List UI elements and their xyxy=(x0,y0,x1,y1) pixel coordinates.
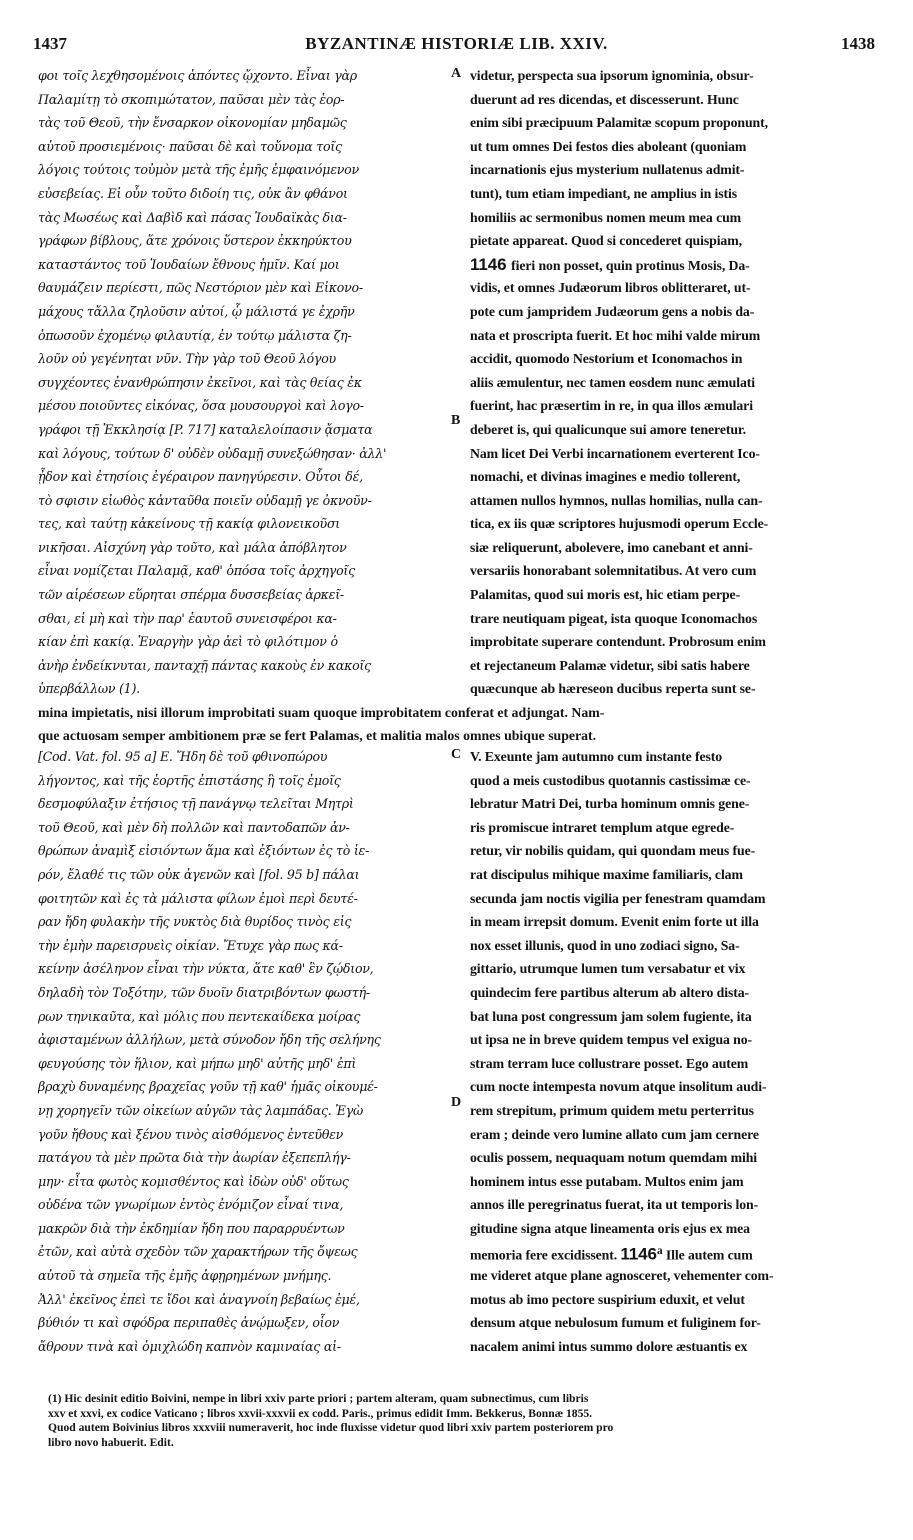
migne-page-number: 1146 xyxy=(470,254,512,274)
margin-letter-b: B xyxy=(451,413,461,428)
greek-text-line: Ἀλλ' ἐκεῖνος ἐπεὶ τε ἴδοι καὶ ἀναγνοίη βεβαίως ἐμέ, xyxy=(38,1291,360,1307)
greek-text-line: συγχέοντες ἐνανθρώπησιν ἐκεῖνοι, καὶ τὰς θείας ἐκ xyxy=(38,374,362,390)
greek-text-line: εὐσεβείας. Εἰ οὖν τοῦτο διδοίη τις, οὐκ ἂν φθάνοι xyxy=(38,185,348,201)
latin-text-line: ut tum omnes Dei festos dies aboleant (quoniam xyxy=(470,138,747,154)
latin-text-line: rat discipulus mihique maxime familiaris, clam xyxy=(470,866,743,882)
latin-text-line: ut ipsa ne in breve quidem tempus vel exigua no- xyxy=(470,1032,753,1048)
greek-text-line: κίαν ἐπὶ κακίᾳ. Ἐναργὴν γὰρ ἀεὶ τὸ φιλότιμον ὁ xyxy=(38,634,338,650)
greek-text-line: θαυμάζειν περίεστι, πῶς Νεστόριον μὲν καὶ Εἰκονο- xyxy=(38,280,363,296)
latin-text-fragment: fieri non posset, quin protinus Mosis, Da- xyxy=(511,257,750,273)
running-title: BYZANTINÆ HISTORIÆ LIB. XXIV. xyxy=(305,34,608,53)
greek-text-line: φευγούσης τὸν ἥλιον, καὶ μήπω μηδ' αὐτῆς μηδ' ἐπὶ xyxy=(38,1055,357,1071)
greek-text-line: μέσου ποιοῦντες εἰκόνας, ὅσα μουσουργοὶ καὶ λογο- xyxy=(38,398,364,414)
greek-text-line: καὶ λόγους, τούτων δ' οὐδὲν οὐδαμῇ συνεξώθησαν· ἀλλ' xyxy=(38,445,387,461)
greek-text-line: ρόν, ἔλαθέ τις τῶν οὐκ ἀγενῶν καὶ [fol. 95 b] πάλαι xyxy=(38,866,360,882)
greek-text-line: θρώπων ἀναμὶξ εἰσιόντων ἅμα καὶ ἐξιόντων ἐς τὸ ἱε- xyxy=(38,843,370,859)
greek-column-lower xyxy=(38,745,448,1358)
page-number-suffix: a xyxy=(656,1245,663,1258)
latin-text-line: nomachi, et divinas imagines e medio tollerent, xyxy=(470,469,741,485)
latin-text-line: Palamitas, quod sui moris est, hic etiam perpe- xyxy=(470,587,741,603)
margin-letter-d: D xyxy=(451,1095,462,1110)
latin-text-line: vidis, et omnes Judæorum libros oblitteraret, ut- xyxy=(470,280,751,296)
latin-text-line: pote cum jampridem Judæorum gens a nobis da- xyxy=(470,303,755,319)
greek-text-line: μακρῶν διὰ τὴν ἐκδημίαν ἤδη που παραρρυέντων xyxy=(38,1220,345,1236)
latin-text-line: que actuosam semper ambitionem præ se fert Palamas, et malitia malos omnes ubique superat. xyxy=(38,728,597,744)
greek-text-line: μην· εἶτα φωτὸς κομισθέντος καὶ ἰδὼν οὐδ' οὕτως xyxy=(38,1173,349,1189)
page-number-left: 1437 xyxy=(33,34,67,53)
greek-text-line: λόγοις τούτοις τοὐμὸν μετὰ τῆς ἐμῆς ἐμφαινόμενον xyxy=(38,162,359,178)
latin-text-line: Nam licet Dei Verbi incarnationem everterent Ico- xyxy=(470,445,760,461)
latin-text-line: trare neutiquam pigeat, ista quoque Iconomachos xyxy=(470,610,758,626)
greek-text-line: ἀνὴρ ἐνδείκνυται, πανταχῇ πάντας κακοὺς ἐν κακοῖς xyxy=(38,657,371,673)
latin-text-line: gittario, utrumque lumen tum versabatur et vix xyxy=(470,961,746,977)
footnote xyxy=(48,1392,868,1450)
latin-text-line: homiliis ac sermonibus nomen meum mea cum xyxy=(470,209,742,225)
latin-text-line: tunt), tum etiam impediant, ne amplius in istis xyxy=(470,185,738,201)
latin-text-line: densum atque nebulosum fumum et fuliginem for- xyxy=(470,1315,761,1331)
latin-text-line: hominem intus esse putabam. Multos enim jam xyxy=(470,1173,744,1189)
greek-text-line: ὑπερβάλλων (1). xyxy=(38,681,140,697)
greek-text-line: κείνην ἀσέληνον εἶναι τὴν νύκτα, ἅτε καθ' ἓν ζῴδιον, xyxy=(38,961,374,977)
latin-text-line: deberet is, qui qualicunque sui amore teneretur. xyxy=(470,421,747,437)
greek-text-line: νικῆσαι. Αἰσχύνη γὰρ τοῦτο, καὶ μάλα ἀπόβλητον xyxy=(38,539,347,555)
latin-text-line: rem strepitum, primum quidem metu perterritus xyxy=(470,1102,754,1118)
greek-text-line: μάχους τἄλλα ζηλοῦσιν αὐτοί, ᾧ μάλιστά γε ἐχρῆν xyxy=(38,303,355,319)
greek-text-line: σθαι, εἰ μὴ καὶ τὴν παρ' ἑαυτοῦ συνεισφέροι κα- xyxy=(38,610,337,626)
latin-text-line: motus ab imo pectore suspirium eduxit, et velut xyxy=(470,1291,745,1307)
greek-text-line: τοῦ Θεοῦ, καὶ μὲν δὴ πολλῶν καὶ παντοδαπῶν ἀν- xyxy=(38,819,350,835)
greek-text-line: ἄθρουν τινὰ καὶ ὁμιχλώδη καπνὸν καμιναίας αἰ- xyxy=(38,1338,341,1354)
latin-text-line: lebratur Matri Dei, turba hominum omnis gene- xyxy=(470,796,750,812)
latin-text-line: gitudine signa atque lineamenta oris ejus ex mea xyxy=(470,1220,750,1236)
greek-text-line: βύθιόν τι καὶ σφόδρα περιπαθὲς ἀνῴμωξεν, οἷον xyxy=(38,1315,340,1331)
greek-text-line: αὐτοῦ τὰ σημεῖα τῆς ἐμῆς ἀφῃρημένων μνήμης. xyxy=(38,1268,332,1284)
greek-text-line: τὰς τοῦ Θεοῦ, τὴν ἔνσαρκον οἰκονομίαν μηδαμῶς xyxy=(38,115,347,131)
footnote-line: Quod autem Boivinius libros xxxviii numeraverit, hoc inde fluxisse videtur quod libri xxiv partem posteriorem pro xyxy=(48,1421,614,1435)
greek-text-line: δηλαδὴ τὸν Τοξότην, τῶν δυοῖν διατριβόντων φωστή- xyxy=(38,984,370,1000)
greek-text-line: ραν ἤδη φυλακὴν τῆς νυκτὸς διὰ θυρίδος τινὸς εἰς xyxy=(38,914,352,930)
greek-column-upper xyxy=(38,64,448,701)
greek-text-line: τὰς Μωσέως καὶ Δαβὶδ καὶ πάσας Ἰουδαϊκὰς δια- xyxy=(38,209,347,225)
latin-text-line: aliis æmulentur, nec tamen eosdem nunc æmulati xyxy=(470,374,756,390)
footnote-line: xxv et xxvi, ex codice Vaticano ; libros xxvii-xxxvii ex codd. Paris., primus edidit Imm. Bekkerus, Bonnæ 1855. xyxy=(48,1406,593,1420)
greek-text-line: ᾖδον καὶ ἐτησίοις ἐγέραιρον πανηγύρεσιν. Οὗτοι δέ, xyxy=(38,469,363,485)
footnote-line: libro novo habuerit. Edit. xyxy=(48,1435,174,1449)
latin-text-line: attamen nullos hymnos, nullas homilias, nulla can- xyxy=(470,492,763,508)
latin-text-line: stram terram luce collustrare posset. Ego autem xyxy=(470,1055,749,1071)
full-width-latin xyxy=(38,701,874,747)
greek-text-line: [Cod. Vat. fol. 95 a] Ε. Ἤδη δὲ τοῦ φθινοπώρου xyxy=(38,749,328,764)
greek-text-line: τῶν αἱρέσεων εὕρηται σπέρμα δυσσεβείας ἀρκεῖ- xyxy=(38,587,344,603)
latin-text-line: siæ reliquerunt, abolevere, imo canebant et anni- xyxy=(470,539,753,555)
greek-text-line: τες, καὶ ταύτῃ κἀκείνους τῇ κακίᾳ φιλονεικοῦσι xyxy=(38,516,340,532)
latin-text-line: accidit, quomodo Nestorium et Iconomachos in xyxy=(470,351,743,367)
greek-text-line: φοι τοῖς λεχθησομένοις ἀπόντες ᾤχοντο. Εἶναι γὰρ xyxy=(38,68,357,83)
greek-text-line: πατάγου τὰ μὲν πρῶτα διὰ τὴν ἀωρίαν ἐξεπεπλήγ- xyxy=(38,1150,351,1166)
latin-column-upper xyxy=(470,64,880,701)
latin-text-line: annos ille peregrinatus fuerat, ita ut temporis lon- xyxy=(470,1197,759,1213)
greek-text-line: βραχὺ δυναμένης βραχεῖας γοῦν τῇ καθ' ἡμᾶς οἰκουμέ- xyxy=(38,1079,378,1095)
latin-text-line: secunda jam noctis vigilia per fenestram quamdam xyxy=(470,890,766,906)
latin-text-line: in meam irrepsit domum. Evenit enim forte ut illa xyxy=(470,914,759,930)
margin-letter-c: C xyxy=(451,747,462,762)
latin-text-line: nata et proscripta fuerit. Et hoc mihi valde mirum xyxy=(470,327,761,343)
greek-text-line: ἐτῶν, καὶ αὐτὰ σχεδὸν τῶν χαρακτήρων τῆς ὄψεως xyxy=(38,1244,358,1260)
greek-text-line: ἀφισταμένων ἀλλήλων, μετὰ σύνοδον ἤδη τῆς σελήνης xyxy=(38,1032,381,1048)
migne-page-number: 1146 xyxy=(620,1245,657,1265)
latin-text-line: bat luna post congressum jam solem fugiente, ita xyxy=(470,1008,752,1024)
latin-text-line: V. Exeunte jam autumno cum instante festo xyxy=(470,749,723,764)
latin-text-line: nox esset illunis, quod in uno zodiaci signo, Sa- xyxy=(470,937,740,953)
latin-text-line: quod a meis custodibus quotannis castissimæ ce- xyxy=(470,772,751,788)
latin-text-line: retur, vir nobilis quidam, qui quondam meus fue- xyxy=(470,843,756,859)
greek-text-line: οὐδένα τῶν γνωρίμων ἐντὸς ἐνόμιζον εἶναί τινα, xyxy=(38,1197,344,1213)
latin-text-line: incarnationis ejus mysterium nullatenus admit- xyxy=(470,162,745,178)
greek-text-line: λήγοντος, καὶ τῆς ἑορτῆς ἐπιστάσης ἣ τοῖς ἐμοῖς xyxy=(38,772,341,788)
latin-text-line: fuerint, hac præsertim in re, in qua illos æmulari xyxy=(470,398,753,414)
greek-text-line: Παλαμίτῃ τὸ σκοπιμώτατον, παῦσαι μὲν τὰς ἑορ- xyxy=(38,91,345,107)
latin-text-line: eram ; deinde vero lumine allato cum jam cernere xyxy=(470,1126,759,1142)
greek-text-line: ὁπωσοῦν ἐχομένῳ φιλαυτίᾳ, ἐν τούτῳ μάλιστα ζη- xyxy=(38,327,352,343)
greek-text-line: γράφων βίβλους, ἅτε χρόνοις ὕστερον ἐκκηρύκτου xyxy=(38,233,352,249)
latin-text-line: quæcunque ab hæreseon ducibus reperta sunt se- xyxy=(470,681,756,697)
greek-text-line: ρων τηνικαῦτα, καὶ μόλις που πεντεκαίδεκα μοίρας xyxy=(38,1008,361,1024)
greek-text-line: αὐτοῦ προσιεμένοις· παῦσαι δὲ καὶ τοὔνομα τοῖς xyxy=(38,138,342,154)
greek-text-line: εἶναι νομίζεται Παλαμᾷ, καθ' ὁπόσα τοῖς ἀρχηγοῖς xyxy=(38,563,355,579)
latin-text-line: improbitate superare contendunt. Probrosum enim xyxy=(470,634,766,650)
latin-text-line: tica, ex iis quæ scriptores hujusmodi operum Eccle- xyxy=(470,516,769,532)
latin-text-line: et rejectaneum Palamæ videtur, sibi satis habere xyxy=(470,657,750,673)
latin-text-line: duerunt ad res dicendas, et discesserunt. Hunc xyxy=(470,91,739,107)
latin-text-line: ris promiscue intraret templum atque egrede- xyxy=(470,819,735,835)
latin-text-line: mina impietatis, nisi illorum improbitati suam quoque improbitatem conferat et adjungat. Nam- xyxy=(38,705,605,720)
latin-text-line: versariis honorabant solemnitatibus. At vero cum xyxy=(470,563,757,579)
latin-text-fragment: Ille autem cum xyxy=(662,1248,753,1264)
latin-text-line xyxy=(470,253,880,277)
margin-letter-a: A xyxy=(451,66,462,81)
latin-column-lower xyxy=(470,745,880,1358)
greek-text-line: καταστάντος τοῦ Ἰουδαίων ἔθνους ἡμῖν. Καί μοι xyxy=(38,256,340,272)
greek-text-line: γοῦν ἤθους καὶ ξένου τινὸς αἰσθόμενος ἐντεῦθεν xyxy=(38,1126,344,1142)
greek-text-line: γράφοι τῇ Ἐκκλησίᾳ [P. 717] καταλελοίπασιν ᾄσματα xyxy=(38,421,373,437)
latin-text-line: quindecim fere partibus alterum ab altero dista- xyxy=(470,984,750,1000)
page-number-right: 1438 xyxy=(841,34,875,53)
running-header xyxy=(0,34,913,60)
greek-text-line: τὸ σφισιν εἰωθὸς κἀνταῦθα ποιεῖν οὐδαμῇ γε ὀκνοῦν- xyxy=(38,492,372,508)
latin-text-fragment: memoria fere excidissent. xyxy=(470,1248,621,1264)
latin-text-line: me videret atque plane agnosceret, vehementer com- xyxy=(470,1268,774,1284)
latin-text-line: pietate appareat. Quod si concederet quispiam, xyxy=(470,233,742,249)
latin-text-line: nacalem animi intus summo dolore æstuantis ex xyxy=(470,1338,748,1354)
latin-text-line: cum nocte intempesta novum atque insolitum audi- xyxy=(470,1079,767,1095)
latin-text-line: enim sibi præcipuum Palamitæ scopum proponunt, xyxy=(470,115,768,131)
latin-text-line: oculis possem, nequaquam notum quemdam mihi xyxy=(470,1150,758,1166)
greek-text-line: δεσμοφύλαξιν ἐτήσιος τῇ πανάγνῳ τελεῖται Μητρὶ xyxy=(38,796,354,812)
greek-text-line: φοιτητῶν καὶ ἐς τὰ μάλιστα φίλων ἐμοὶ περὶ δευτέ- xyxy=(38,890,358,906)
latin-text-line xyxy=(470,1240,880,1264)
greek-text-line: νῃ χορηγεῖν τῶν οἰκείων αὐγῶν τὰς λαμπάδας. Ἐγὼ xyxy=(38,1102,364,1118)
latin-text-line: videtur, perspecta sua ipsorum ignominia, obsur- xyxy=(470,68,754,83)
footnote-line: (1) Hic desinit editio Boivini, nempe in libri xxiv parte priori ; partem alteram, quam subnectimus, cum libris xyxy=(48,1392,589,1405)
greek-text-line: τὴν ἐμὴν παρεισρυεὶς οἰκίαν. Ἔτυχε γὰρ πως κά- xyxy=(38,937,343,953)
greek-text-line: λοῦν οὐ γεγένηται νῦν. Τὴν γὰρ τοῦ Θεοῦ λόγου xyxy=(38,351,336,367)
